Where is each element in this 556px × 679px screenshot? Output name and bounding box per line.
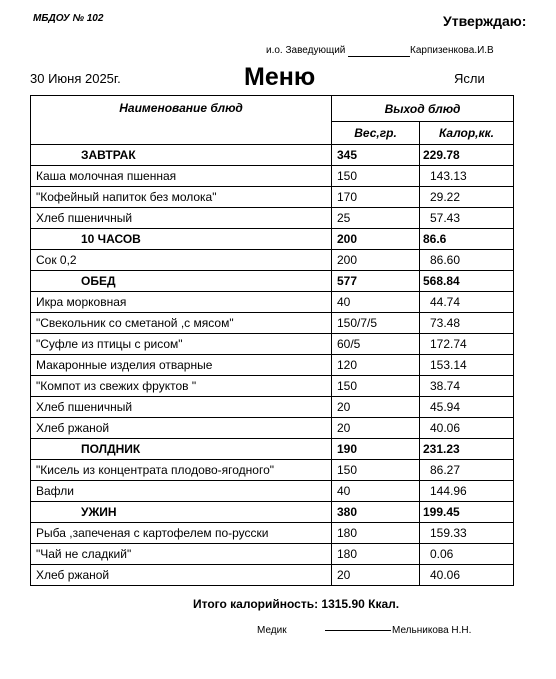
dish-weight: 25 bbox=[332, 208, 420, 229]
table-row bbox=[31, 355, 514, 376]
dish-calories: 40.06 bbox=[420, 565, 514, 586]
signature-line bbox=[348, 56, 410, 57]
dish-weight: 40 bbox=[332, 481, 420, 502]
menu-body bbox=[31, 145, 514, 586]
table-row bbox=[31, 481, 514, 502]
column-header-name: Наименование блюд bbox=[31, 96, 332, 145]
table-row bbox=[31, 292, 514, 313]
column-header-calories: Калор,кк. bbox=[420, 122, 514, 145]
dish-name: "Суфле из птицы с рисом" bbox=[31, 334, 332, 355]
dish-name: "Кофейный напиток без молока" bbox=[31, 187, 332, 208]
table-row bbox=[31, 418, 514, 439]
dish-name: Сок 0,2 bbox=[31, 250, 332, 271]
dish-weight: 120 bbox=[332, 355, 420, 376]
dish-name: Икра морковная bbox=[31, 292, 332, 313]
dish-calories: 86.60 bbox=[420, 250, 514, 271]
group-name: Ясли bbox=[454, 71, 485, 86]
dish-calories: 231.23 bbox=[420, 439, 514, 460]
table-row bbox=[31, 334, 514, 355]
dish-calories: 199.45 bbox=[420, 502, 514, 523]
meal-name: ОБЕД bbox=[31, 271, 332, 292]
dish-weight: 200 bbox=[332, 250, 420, 271]
table-row bbox=[31, 397, 514, 418]
table-row bbox=[31, 460, 514, 481]
meal-name: ПОЛДНИК bbox=[31, 439, 332, 460]
dish-weight: 40 bbox=[332, 292, 420, 313]
dish-calories: 45.94 bbox=[420, 397, 514, 418]
dish-weight: 200 bbox=[332, 229, 420, 250]
meal-row bbox=[31, 271, 514, 292]
total-calories: Итого калорийность: 1315.90 Ккал. bbox=[193, 597, 400, 611]
dish-calories: 38.74 bbox=[420, 376, 514, 397]
dish-calories: 229.78 bbox=[420, 145, 514, 166]
meal-name: УЖИН bbox=[31, 502, 332, 523]
dish-name: "Чай не сладкий" bbox=[31, 544, 332, 565]
meal-row bbox=[31, 502, 514, 523]
dish-calories: 44.74 bbox=[420, 292, 514, 313]
table-row bbox=[31, 544, 514, 565]
column-header-weight: Вес,гр. bbox=[332, 122, 420, 145]
dish-weight: 20 bbox=[332, 418, 420, 439]
dish-calories: 57.43 bbox=[420, 208, 514, 229]
meal-row bbox=[31, 229, 514, 250]
meal-name: 10 ЧАСОВ bbox=[31, 229, 332, 250]
meal-row bbox=[31, 439, 514, 460]
head-title: и.о. Заведующий bbox=[266, 45, 346, 56]
dish-weight: 60/5 bbox=[332, 334, 420, 355]
dish-calories: 143.13 bbox=[420, 166, 514, 187]
menu-table bbox=[30, 95, 514, 586]
dish-calories: 86.27 bbox=[420, 460, 514, 481]
table-row bbox=[31, 523, 514, 544]
dish-weight: 180 bbox=[332, 544, 420, 565]
medic-label: Медик bbox=[257, 625, 287, 636]
dish-name: "Компот из свежих фруктов " bbox=[31, 376, 332, 397]
table-row bbox=[31, 313, 514, 334]
page-title: Меню bbox=[244, 63, 316, 91]
dish-weight: 150 bbox=[332, 460, 420, 481]
dish-calories: 73.48 bbox=[420, 313, 514, 334]
table-row bbox=[31, 187, 514, 208]
dish-calories: 159.33 bbox=[420, 523, 514, 544]
dish-calories: 568.84 bbox=[420, 271, 514, 292]
dish-name: Каша молочная пшенная bbox=[31, 166, 332, 187]
medic-signature-line bbox=[325, 630, 391, 631]
organization-name: МБДОУ № 102 bbox=[33, 13, 104, 24]
table-row bbox=[31, 208, 514, 229]
dish-calories: 86.6 bbox=[420, 229, 514, 250]
dish-weight: 380 bbox=[332, 502, 420, 523]
dish-name: Хлеб ржаной bbox=[31, 418, 332, 439]
dish-calories: 172.74 bbox=[420, 334, 514, 355]
table-row bbox=[31, 250, 514, 271]
dish-calories: 40.06 bbox=[420, 418, 514, 439]
table-row bbox=[31, 166, 514, 187]
column-header-output: Выход блюд bbox=[332, 96, 514, 122]
table-row bbox=[31, 376, 514, 397]
dish-calories: 0.06 bbox=[420, 544, 514, 565]
dish-weight: 345 bbox=[332, 145, 420, 166]
dish-calories: 144.96 bbox=[420, 481, 514, 502]
dish-weight: 577 bbox=[332, 271, 420, 292]
meal-row bbox=[31, 145, 514, 166]
dish-name: "Свекольник со сметаной ,с мясом" bbox=[31, 313, 332, 334]
dish-name: Рыба ,запеченая с картофелем по-русски bbox=[31, 523, 332, 544]
dish-weight: 150 bbox=[332, 376, 420, 397]
approval-label: Утверждаю: bbox=[443, 13, 527, 29]
medic-name: Мельникова Н.Н. bbox=[392, 625, 472, 636]
dish-weight: 150 bbox=[332, 166, 420, 187]
dish-weight: 190 bbox=[332, 439, 420, 460]
dish-calories: 29.22 bbox=[420, 187, 514, 208]
dish-calories: 153.14 bbox=[420, 355, 514, 376]
dish-name: Макаронные изделия отварные bbox=[31, 355, 332, 376]
dish-weight: 170 bbox=[332, 187, 420, 208]
dish-name: Вафли bbox=[31, 481, 332, 502]
dish-weight: 20 bbox=[332, 397, 420, 418]
dish-name: "Кисель из концентрата плодово-ягодного" bbox=[31, 460, 332, 481]
menu-date: 30 Июня 2025г. bbox=[30, 71, 121, 86]
dish-name: Хлеб пшеничный bbox=[31, 208, 332, 229]
dish-name: Хлеб ржаной bbox=[31, 565, 332, 586]
meal-name: ЗАВТРАК bbox=[31, 145, 332, 166]
dish-weight: 180 bbox=[332, 523, 420, 544]
head-name: Карпизенкова.И.В bbox=[410, 45, 494, 56]
dish-weight: 20 bbox=[332, 565, 420, 586]
dish-name: Хлеб пшеничный bbox=[31, 397, 332, 418]
table-row bbox=[31, 565, 514, 586]
dish-weight: 150/7/5 bbox=[332, 313, 420, 334]
